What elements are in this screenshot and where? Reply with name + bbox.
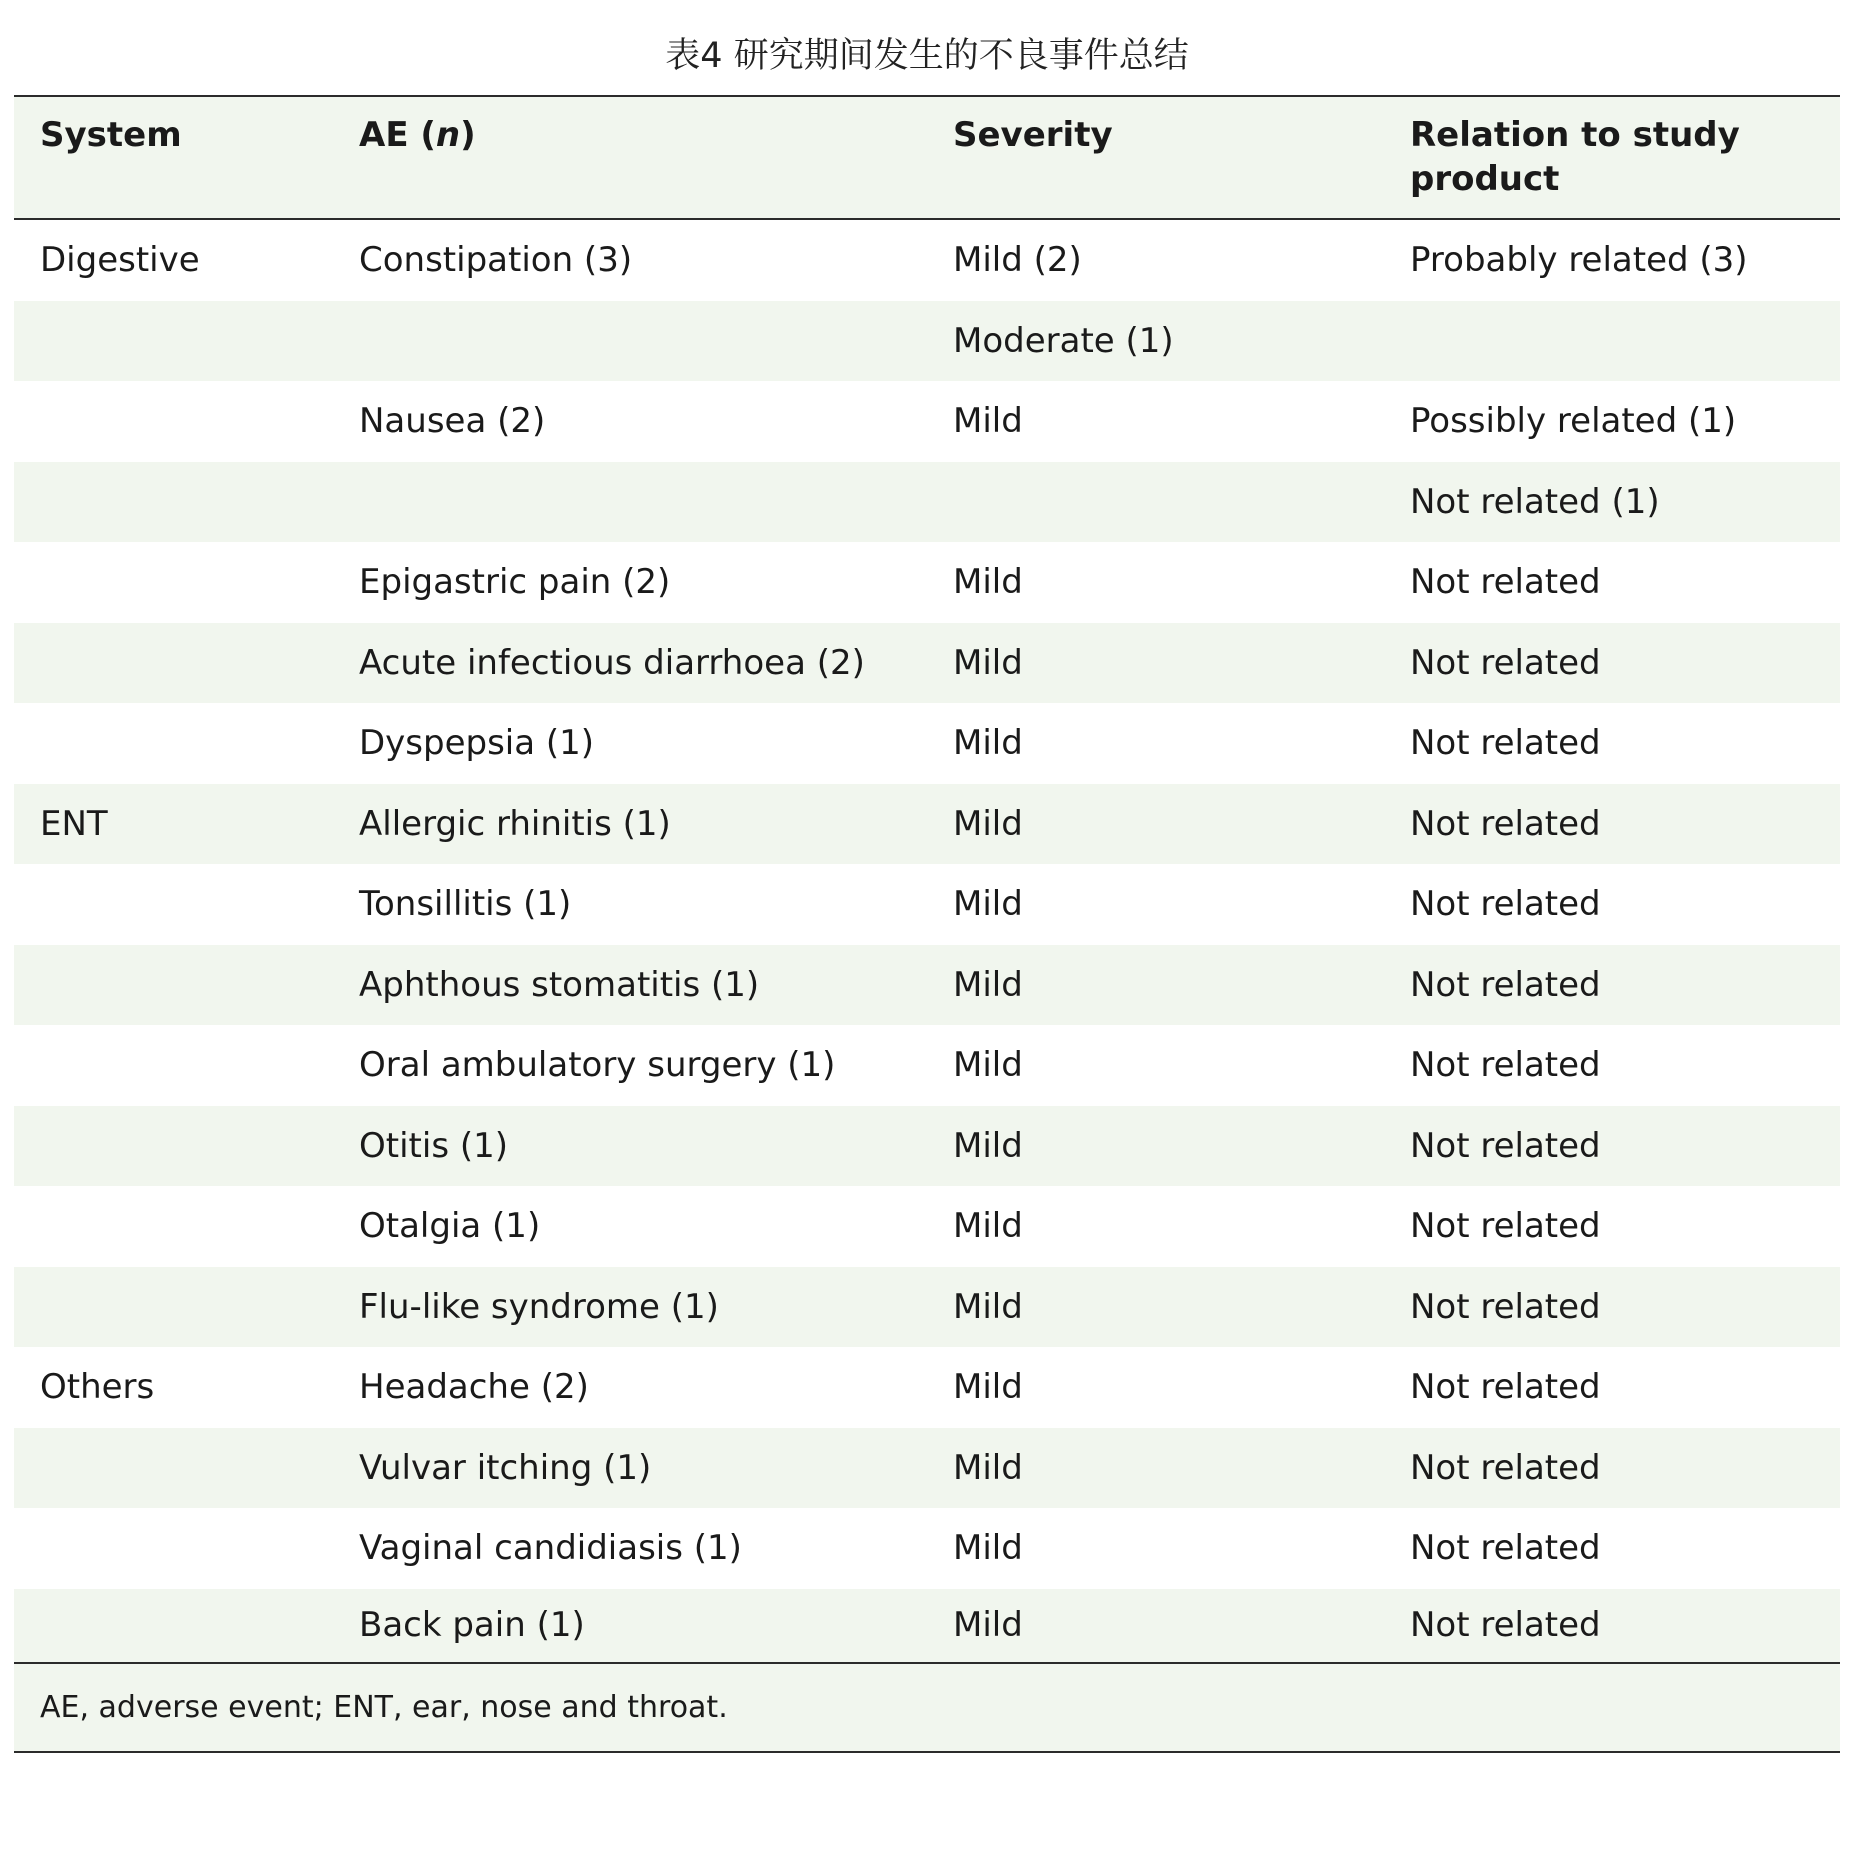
relation-cell: Not related [1410,1286,1601,1327]
severity-cell: Mild [953,803,1023,844]
ae-cell: Allergic rhinitis (1) [359,803,671,844]
severity-cell: Mild [953,1447,1023,1488]
severity-cell: Mild [953,1367,1023,1408]
ae-cell: Vulvar itching (1) [359,1447,652,1488]
severity-cell: Mild [953,723,1023,764]
table-row [14,381,1840,462]
relation-cell: Not related [1410,803,1601,844]
severity-cell: Mild [953,964,1023,1005]
system-cell: ENT [40,803,108,844]
header-ae-suffix: ) [460,115,476,155]
ae-cell: Tonsillitis (1) [359,884,572,925]
relation-cell: Possibly related (1) [1410,401,1737,442]
table-row [14,784,1840,865]
severity-cell: Mild [953,1528,1023,1569]
ae-cell: Epigastric pain (2) [359,562,671,603]
severity-cell: Mild [953,1045,1023,1086]
adverse-events-table [14,0,1840,1753]
relation-cell: Not related [1410,562,1601,603]
table-row [14,1428,1840,1509]
header-relation: Relation to study product [1410,115,1740,199]
header-ae-prefix: AE ( [359,115,436,155]
ae-cell: Otitis (1) [359,1125,508,1166]
severity-cell: Mild [953,1605,1023,1645]
table-row [14,1347,1840,1428]
relation-cell: Not related [1410,1125,1601,1166]
table-row [14,542,1840,623]
severity-cell: Mild [953,642,1023,683]
table-row [14,1267,1840,1348]
severity-cell: Moderate (1) [953,320,1174,361]
relation-cell: Not related [1410,964,1601,1005]
ae-cell: Back pain (1) [359,1605,585,1645]
relation-cell: Probably related (3) [1410,240,1748,281]
table-row [14,703,1840,784]
header-ae-n: n [435,115,461,155]
severity-cell: Mild [953,1125,1023,1166]
table-body [14,220,1840,1664]
relation-cell: Not related [1410,1206,1601,1247]
header-ae [359,97,927,218]
ae-cell: Dyspepsia (1) [359,723,595,764]
table-row [14,623,1840,704]
ae-cell: Flu-like syndrome (1) [359,1286,719,1327]
relation-cell: Not related [1410,1045,1601,1086]
table-row [14,1106,1840,1187]
relation-cell: Not related [1410,884,1601,925]
relation-cell: Not related (1) [1410,481,1660,522]
severity-cell: Mild [953,562,1023,603]
system-cell: Digestive [40,240,200,281]
system-cell: Others [40,1367,155,1408]
header-system: System [40,115,182,155]
table-row [14,1508,1840,1589]
relation-cell: Not related [1410,1447,1601,1488]
table-row [14,864,1840,945]
severity-cell: Mild [953,401,1023,442]
table-row [14,301,1840,382]
ae-cell: Acute infectious diarrhoea (2) [359,642,865,683]
table-row [14,462,1840,543]
severity-cell: Mild [953,1286,1023,1327]
relation-cell: Not related [1410,642,1601,683]
severity-cell: Mild (2) [953,240,1082,281]
table-title: 表4 研究期间发生的不良事件总结 [14,0,1840,97]
severity-cell: Mild [953,884,1023,925]
table-row [14,1025,1840,1106]
table-row [14,1186,1840,1267]
header-severity: Severity [953,115,1113,155]
ae-cell: Vaginal candidiasis (1) [359,1528,742,1569]
relation-cell: Not related [1410,1367,1601,1408]
table-row [14,220,1840,301]
table-header [14,97,1840,220]
ae-cell: Aphthous stomatitis (1) [359,964,760,1005]
ae-cell: Constipation (3) [359,240,633,281]
relation-cell: Not related [1410,723,1601,764]
table-row [14,1589,1840,1664]
severity-cell: Mild [953,1206,1023,1247]
ae-cell: Nausea (2) [359,401,546,442]
table-row [14,945,1840,1026]
ae-cell: Oral ambulatory surgery (1) [359,1045,836,1086]
ae-cell: Headache (2) [359,1367,589,1408]
ae-cell: Otalgia (1) [359,1206,541,1247]
relation-cell: Not related [1410,1605,1601,1645]
table-footnote: AE, adverse event; ENT, ear, nose and throat. [14,1664,1840,1753]
relation-cell: Not related [1410,1528,1601,1569]
